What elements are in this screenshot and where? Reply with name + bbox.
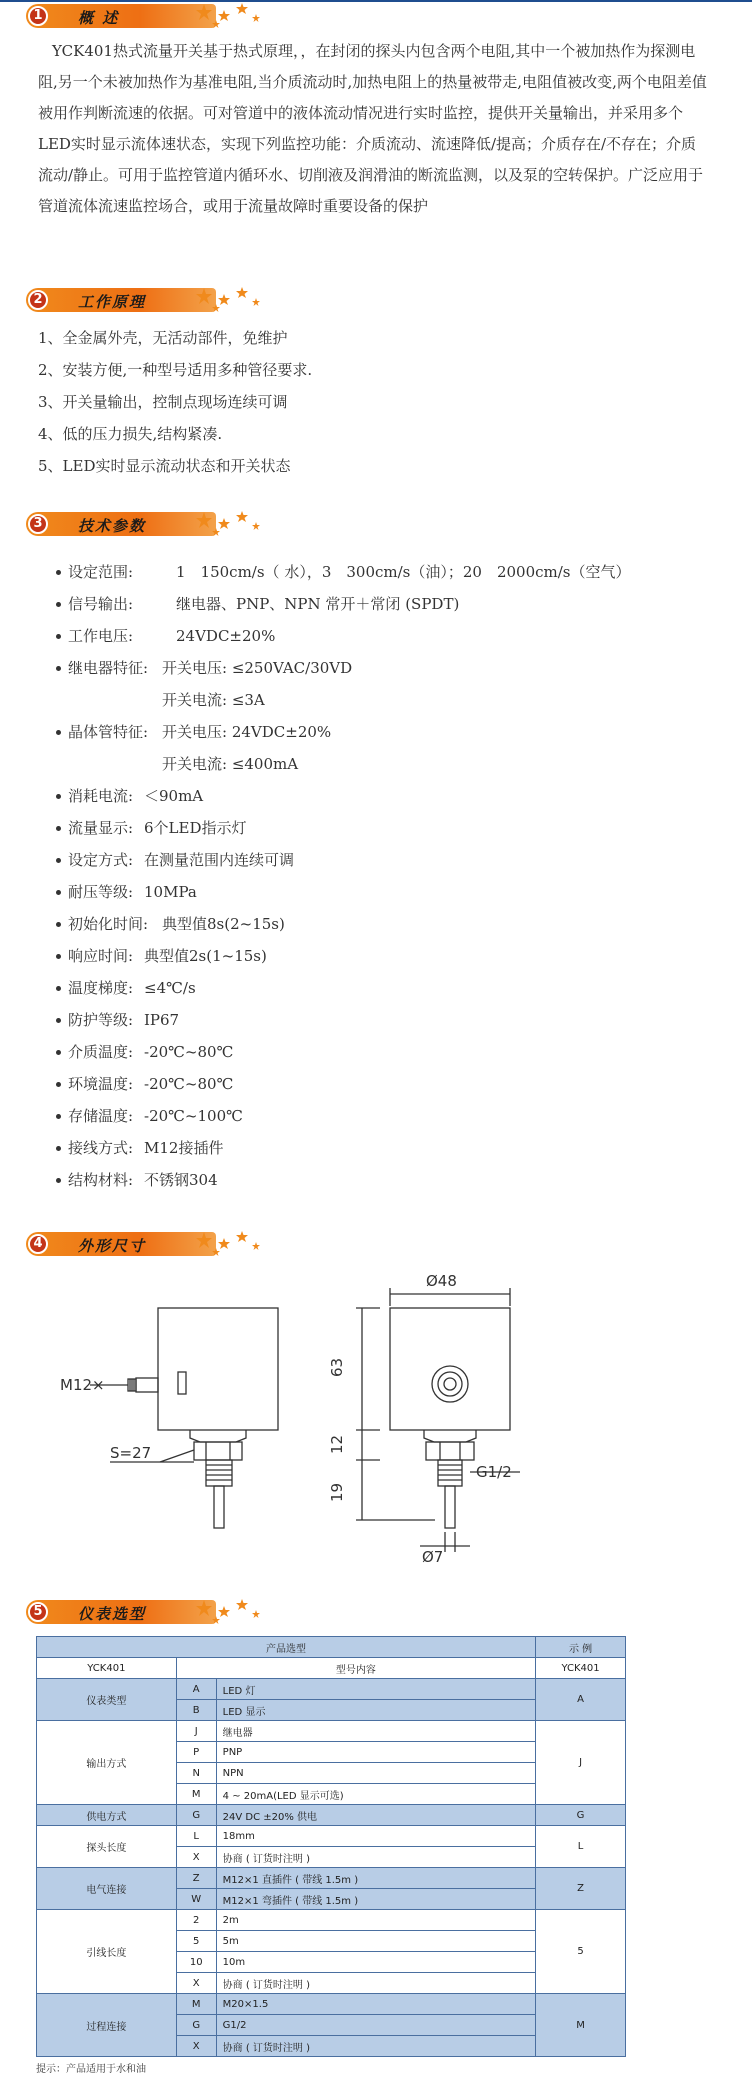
option-desc-cell: LED 显示 [216,1700,535,1721]
bullet-icon [56,570,61,575]
group-example-cell: A [536,1679,626,1721]
section-number: 3 [28,514,48,534]
model-cell: YCK401 [37,1658,177,1679]
option-code-cell: X [176,2036,216,2057]
option-desc-cell: 2m [216,1910,535,1931]
spec-row: 继电器特征: 开关电压: ≤250VAC/30VD [56,652,716,684]
model-content-cell: 型号内容 [176,1658,535,1679]
spec-row: 工作电压: 24VDC±20% [56,620,716,652]
bullet-icon [56,858,61,863]
table-row [37,1994,626,2015]
bullet-icon [56,730,61,735]
model-example-cell: YCK401 [536,1658,626,1679]
list-item: 3、开关量输出，控制点现场连续可调 [38,393,288,411]
option-code-cell: Z [176,1868,216,1889]
bullet-icon [56,1082,61,1087]
group-name-cell: 电气连接 [37,1868,177,1910]
section-header-overview [26,0,266,34]
option-desc-cell: G1/2 [216,2015,535,2036]
option-desc-cell: 继电器 [216,1721,535,1742]
table-row [37,1868,626,1889]
option-code-cell: L [176,1826,216,1847]
dim-h19: 19 [328,1482,346,1502]
group-name-cell: 仪表类型 [37,1679,177,1721]
bullet-icon [56,602,61,607]
section-number: 1 [28,6,48,26]
spec-row: 流量显示: 6个LED指示灯 [56,812,716,844]
option-desc-cell: 4 ~ 20mA(LED 显示可选) [216,1784,535,1805]
section-header-specs [26,508,266,542]
spec-row: 存储温度: -20℃~100℃ [56,1100,716,1132]
bullet-icon [56,1114,61,1119]
option-desc-cell: PNP [216,1742,535,1763]
option-desc-cell: 24V DC ±20% 供电 [216,1805,535,1826]
dim-s27: S=27 [110,1444,152,1462]
section-number: 4 [28,1234,48,1254]
stars-decoration-icon [194,0,264,32]
bullet-icon [56,794,61,799]
table-header-row [37,1637,626,1658]
option-code-cell: X [176,1973,216,1994]
section-title: 概 述 [78,9,120,27]
group-example-cell: J [536,1721,626,1805]
option-code-cell: P [176,1742,216,1763]
bullet-icon [56,634,61,639]
section-header-dimensions [26,1228,266,1262]
bullet-icon [56,890,61,895]
section-number: 5 [28,1602,48,1622]
table-row [37,1910,626,1931]
selection-table [36,1636,626,2057]
group-name-cell: 供电方式 [37,1805,177,1826]
option-desc-cell: M20×1.5 [216,1994,535,2015]
option-desc-cell: 10m [216,1952,535,1973]
option-code-cell: J [176,1721,216,1742]
option-code-cell: A [176,1679,216,1700]
spec-row: 开关电流: ≤400mA [162,755,299,773]
option-desc-cell: 18mm [216,1826,535,1847]
table-row [37,1679,626,1700]
group-name-cell: 过程连接 [37,1994,177,2057]
group-name-cell: 输出方式 [37,1721,177,1805]
stars-decoration-icon [194,1228,264,1260]
selection-note: 提示：产品适用于水和油 [36,2064,146,2075]
bullet-icon [56,922,61,927]
spec-row: 设定方式: 在测量范围内连续可调 [56,844,716,876]
spec-row: 接线方式: M12接插件 [56,1132,716,1164]
dim-g12: G1/2 [476,1463,512,1481]
dim-h12: 12 [328,1434,346,1454]
principle-list [38,322,698,482]
spec-row: 开关电流: ≤3A [162,691,265,709]
section-title: 技术参数 [78,517,147,535]
spec-row: 响应时间: 典型值2s(1~15s) [56,940,716,972]
stars-decoration-icon [194,508,264,540]
option-code-cell: G [176,1805,216,1826]
section-title: 外形尺寸 [78,1237,147,1255]
group-example-cell: G [536,1805,626,1826]
table-header-example: 示 例 [536,1637,626,1658]
spec-row: 温度梯度: ≤4℃/s [56,972,716,1004]
option-code-cell: G [176,2015,216,2036]
spec-row: 环境温度: -20℃~80℃ [56,1068,716,1100]
list-item: 4、低的压力损失,结构紧凑. [38,425,223,443]
spec-row: 防护等级: IP67 [56,1004,716,1036]
option-code-cell: X [176,1847,216,1868]
option-code-cell: 10 [176,1952,216,1973]
table-row [37,1826,626,1847]
list-item: 1、全金属外壳，无活动部件，免维护 [38,329,288,347]
spec-row: 介质温度: -20℃~80℃ [56,1036,716,1068]
option-desc-cell: NPN [216,1763,535,1784]
table-row [37,1658,626,1679]
group-name-cell: 引线长度 [37,1910,177,1994]
option-desc-cell: 协商 ( 订货时注明 ) [216,1847,535,1868]
option-code-cell: 5 [176,1931,216,1952]
table-row [37,1805,626,1826]
section-title: 工作原理 [78,293,147,311]
option-desc-cell: 5m [216,1931,535,1952]
section-number: 2 [28,290,48,310]
bullet-icon [56,1050,61,1055]
overview-paragraph: YCK401热式流量开关基于热式原理，，在封闭的探头内包含两个电阻,其中一个被加热作为探测电阻,另一个未被加热作为基准电阻,当介质流动时,加热电阻上的热量被带走,电阻值被改变,两个电阻差值被用作判断流速的依据。可对管道中的液体流动情况进行实时监控，提供开关量输出，并采用多个LED实时显示流体速状态，实现下列监控功能：介质流动、流速降低/提高；介质存在/不存在；介质流动/静止。可用于监控管道内循环水、切削液及润滑油的断流监测，以及泵的空转保护。广泛应用于管道流体流速监控场合，或用于流量故障时重要设备的保护 [38,42,707,215]
dimension-drawing [30,1262,590,1602]
table-header-main: 产品选型 [37,1637,536,1658]
list-item: 5、LED实时显示流动状态和开关状态 [38,457,291,475]
section-header-selection [26,1596,266,1630]
option-code-cell: 2 [176,1910,216,1931]
group-example-cell: 5 [536,1910,626,1994]
dim-m12: M12× [60,1376,105,1394]
bullet-icon [56,826,61,831]
option-code-cell: B [176,1700,216,1721]
group-example-cell: L [536,1826,626,1868]
option-desc-cell: LED 灯 [216,1679,535,1700]
spec-row: 消耗电流: ＜90mA [56,780,716,812]
spec-row: 信号输出: 继电器、PNP、NPN 常开＋常闭 (SPDT) [56,588,716,620]
group-example-cell: M [536,1994,626,2057]
bullet-icon [56,986,61,991]
dim-d7: Ø7 [422,1548,444,1566]
stars-decoration-icon [194,284,264,316]
spec-row: 初始化时间: 典型值8s(2~15s) [56,908,716,940]
spec-row: 结构材料: 不锈钢304 [56,1164,716,1196]
option-desc-cell: 协商 ( 订货时注明 ) [216,2036,535,2057]
section-title: 仪表选型 [78,1605,147,1623]
section-badge [26,4,216,28]
option-code-cell: N [176,1763,216,1784]
spec-row: 设定范围: 1 150cm/s（ 水），3 300cm/s（油）；20 2000cm/s（空气） [56,556,716,588]
spec-list [56,556,716,1196]
option-code-cell: W [176,1889,216,1910]
table-row [37,1721,626,1742]
dim-d48: Ø48 [426,1272,457,1290]
option-desc-cell: M12×1 弯插件 ( 带线 1.5m ) [216,1889,535,1910]
group-name-cell: 探头长度 [37,1826,177,1868]
bullet-icon [56,1146,61,1151]
option-code-cell: M [176,1784,216,1805]
bullet-icon [56,1018,61,1023]
spec-row: 晶体管特征: 开关电压: 24VDC±20% [56,716,716,748]
dim-h63: 63 [328,1357,346,1377]
list-item: 2、安装方便,一种型号适用多种管径要求. [38,361,313,379]
bullet-icon [56,1178,61,1183]
option-desc-cell: 协商 ( 订货时注明 ) [216,1973,535,1994]
option-desc-cell: M12×1 直插件 ( 带线 1.5m ) [216,1868,535,1889]
section-header-principle [26,284,266,318]
spec-row: 耐压等级: 10MPa [56,876,716,908]
group-example-cell: Z [536,1868,626,1910]
option-code-cell: M [176,1994,216,2015]
bullet-icon [56,666,61,671]
stars-decoration-icon [194,1596,264,1628]
bullet-icon [56,954,61,959]
